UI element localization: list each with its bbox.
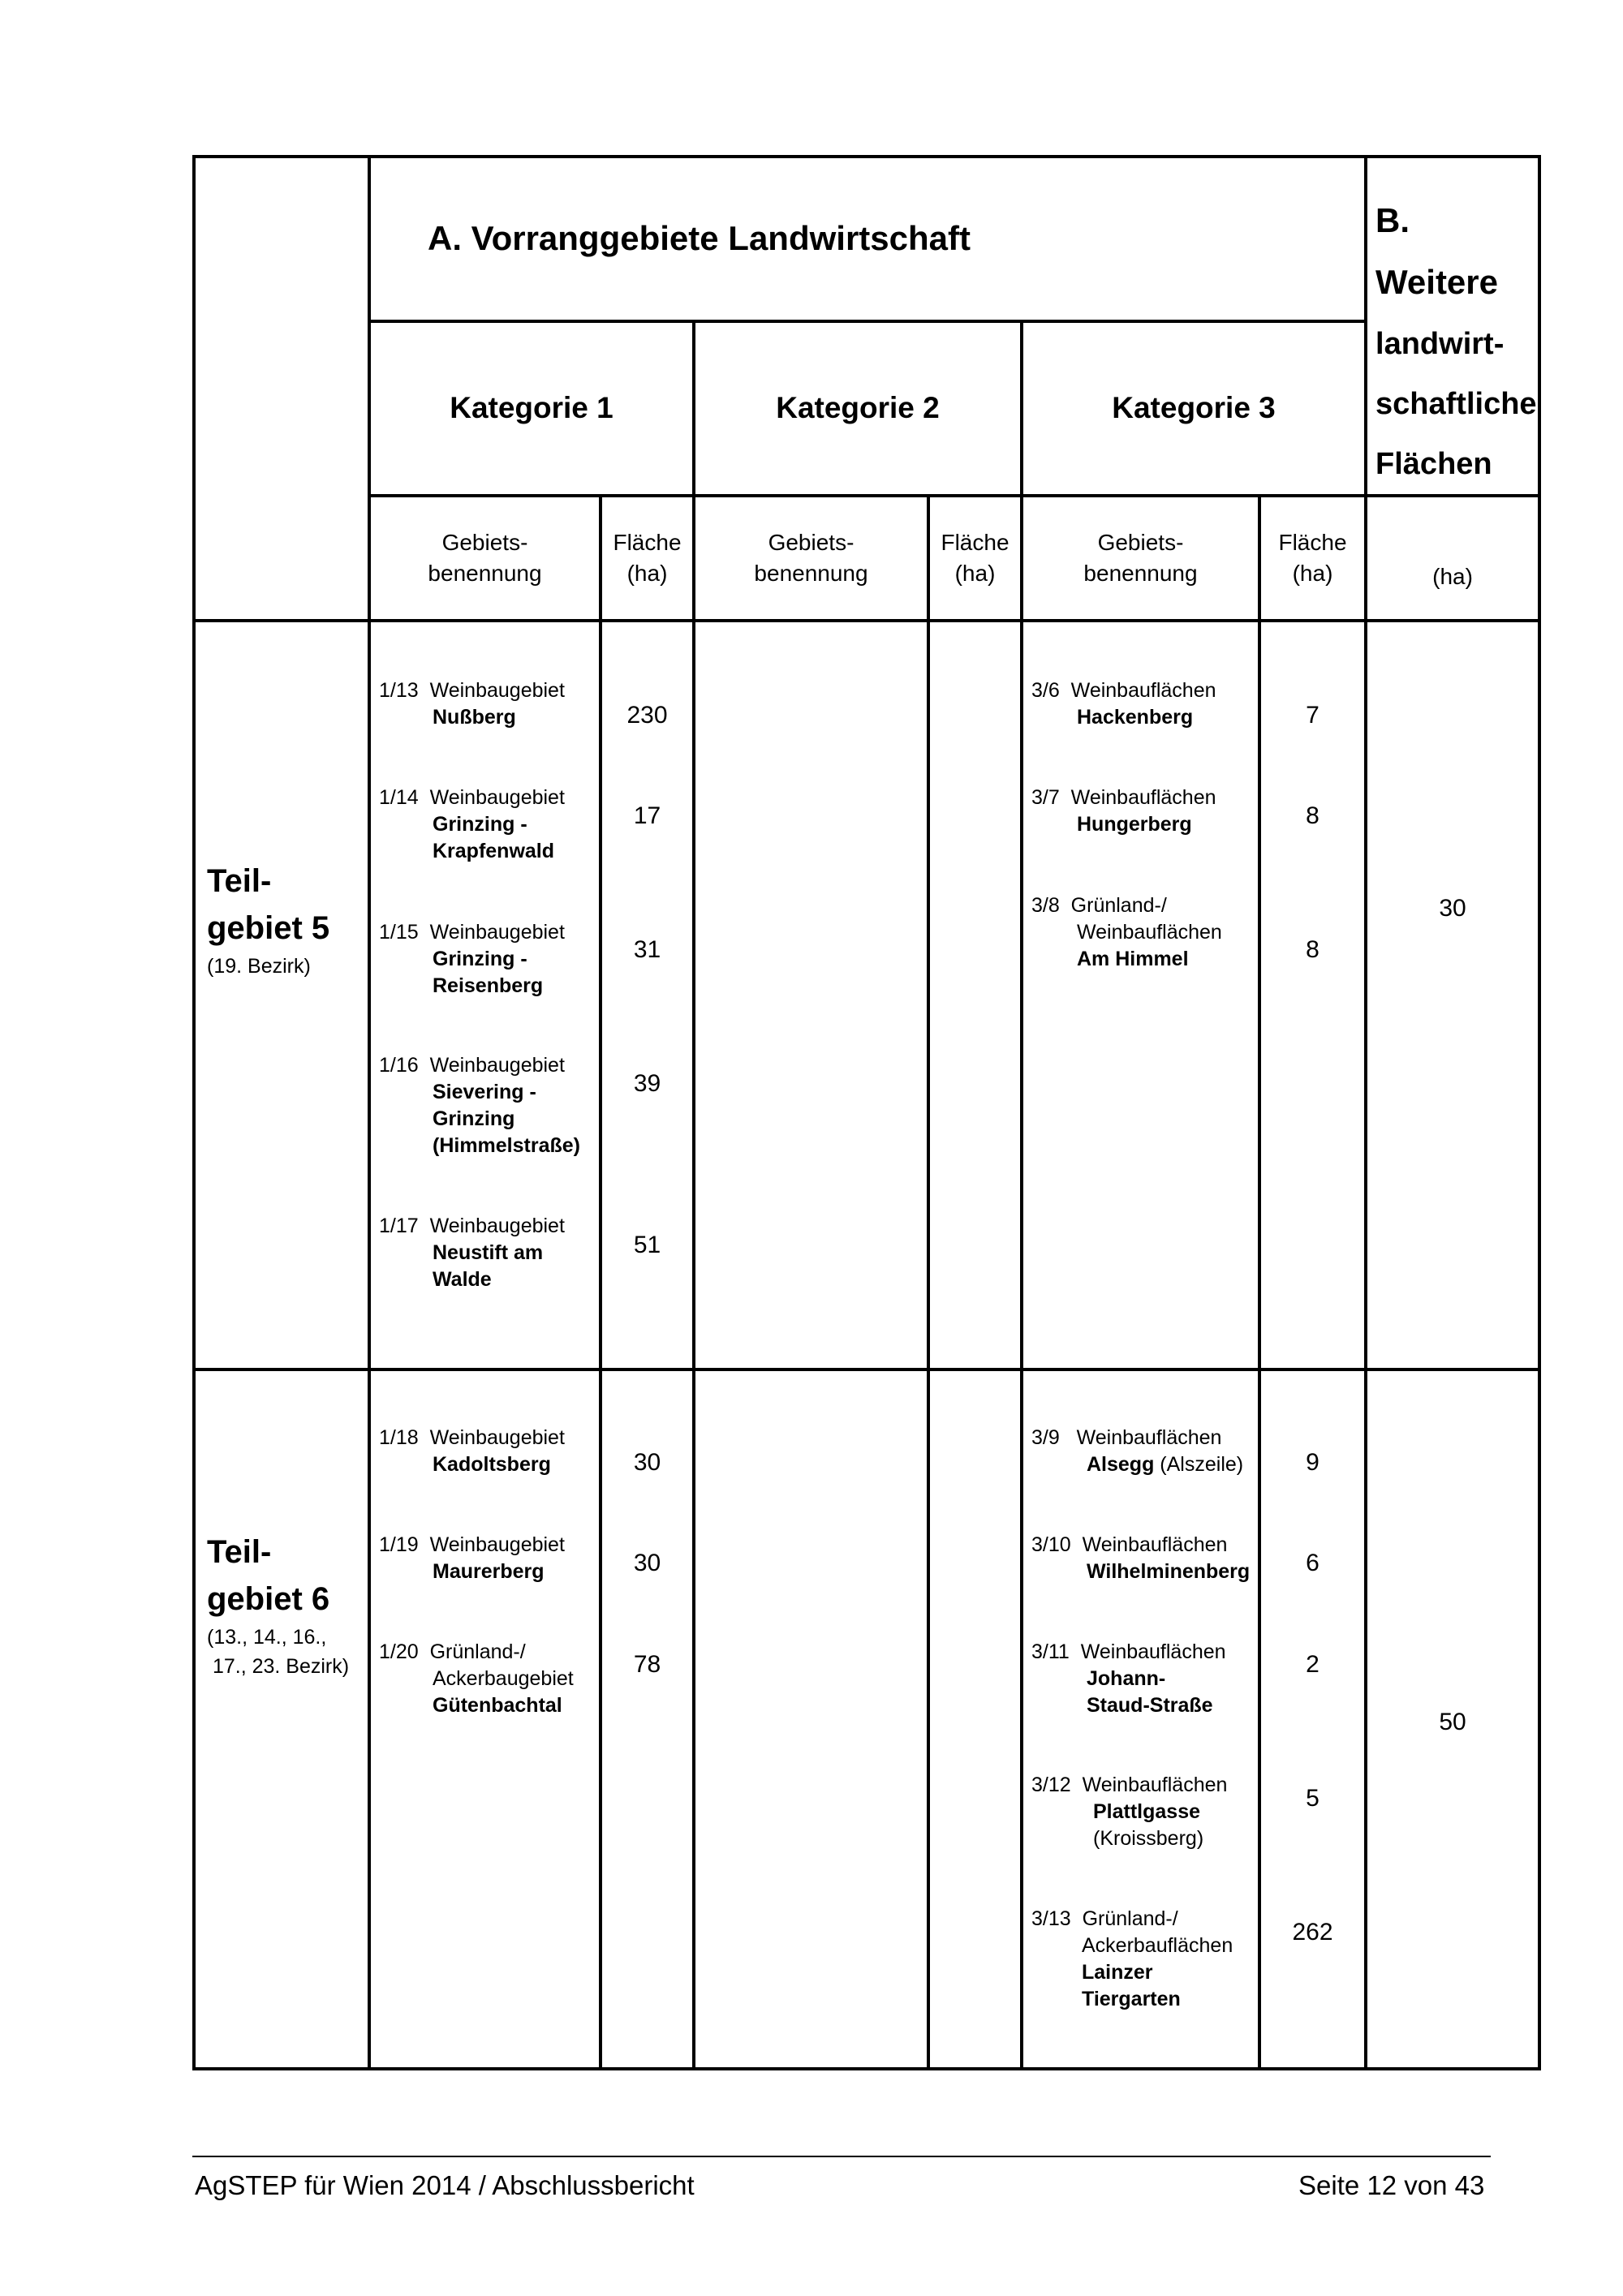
- col-header-gebiet-k3: Gebiets- benennung: [1022, 496, 1259, 621]
- area-value: 9: [1306, 1449, 1319, 1476]
- section-a-title: A. Vorranggebiete Landwirtschaft: [369, 157, 1366, 321]
- col-header-flaeche-k3: Fläche (ha): [1259, 496, 1366, 621]
- teilgebiet-5-kat2-areas: [928, 621, 1022, 1369]
- area-value: 6: [1306, 1550, 1319, 1576]
- list-item: 1/19 Weinbaugebiet Maurerberg: [379, 1533, 565, 1583]
- area-value: 31: [633, 936, 661, 963]
- table-row: [194, 621, 1539, 1369]
- list-item: 3/8 Grünland-/ Weinbauflächen Am Himmel: [1031, 894, 1222, 970]
- area-value: 78: [633, 1651, 661, 1678]
- col-header-flaeche-k1: Fläche (ha): [601, 496, 694, 621]
- list-item: 3/11 Weinbauflächen Johann- Staud-Straße: [1031, 1640, 1226, 1717]
- area-value: 17: [633, 802, 661, 829]
- list-item: 3/9 Weinbauflächen Alsegg (Alszeile): [1031, 1426, 1244, 1476]
- list-item: 1/18 Weinbaugebiet Kadoltsberg: [379, 1426, 565, 1476]
- footer-divider: [192, 2156, 1491, 2157]
- teilgebiet-6-kat1-names: [369, 1369, 601, 2069]
- list-item: 3/13 Grünland-/ Ackerbauflächen Lainzer Tiergarten: [1031, 1907, 1233, 2010]
- kategorie-1-header: Kategorie 1: [369, 321, 694, 496]
- footer-title: AgSTEP für Wien 2014 / Abschlussbericht: [195, 2170, 695, 2200]
- list-item: 1/15 Weinbaugebiet Grinzing - Reisenberg: [379, 921, 565, 997]
- section-b-title: B. Weitere landwirt- schaftliche Flächen: [1366, 157, 1539, 496]
- teilgebiet-6-kat3-areas: [1259, 1369, 1366, 2069]
- list-item: 1/16 Weinbaugebiet Sievering - Grinzing (Himmelstraße): [379, 1054, 580, 1157]
- list-item: 3/7 Weinbauflächen Hungerberg: [1031, 786, 1216, 836]
- area-value: 7: [1306, 702, 1319, 729]
- teilgebiet-6-kat1-areas: [601, 1369, 694, 2069]
- teilgebiet-5-kat3-areas: [1259, 621, 1366, 1369]
- area-value: 51: [633, 1232, 661, 1258]
- teilgebiet-6-kat3-names: [1022, 1369, 1259, 2069]
- area-value: 50: [1439, 1709, 1466, 1735]
- teilgebiet-5-kat1-names: [369, 621, 601, 1369]
- teilgebiet-5-kat2-names: [694, 621, 928, 1369]
- kategorie-2-header: Kategorie 2: [694, 321, 1022, 496]
- area-value: 262: [1292, 1919, 1333, 1946]
- col-header-gebiet-k1: Gebiets- benennung: [369, 496, 601, 621]
- area-value: 5: [1306, 1785, 1319, 1812]
- area-value: 30: [1439, 895, 1466, 922]
- list-item: 1/13 Weinbaugebiet Nußberg: [379, 679, 565, 729]
- area-value: 30: [633, 1449, 661, 1476]
- list-item: 3/12 Weinbauflächen Plattlgasse (Kroissberg): [1031, 1774, 1228, 1850]
- col-header-flaeche-k2: Fläche (ha): [928, 496, 1022, 621]
- col-header-gebiet-k2: Gebiets- benennung: [694, 496, 928, 621]
- kategorie-3-header: Kategorie 3: [1022, 321, 1366, 496]
- list-item: 1/14 Weinbaugebiet Grinzing - Krapfenwald: [379, 786, 565, 862]
- area-value: 39: [633, 1070, 661, 1097]
- teilgebiet-6-kat2-areas: [928, 1369, 1022, 2069]
- area-value: 2: [1306, 1651, 1319, 1678]
- list-item: 1/20 Grünland-/ Ackerbaugebiet Gütenbachtal: [379, 1640, 574, 1717]
- list-item: 3/10 Weinbauflächen Wilhelminenberg: [1031, 1533, 1251, 1583]
- col-header-b-ha: (ha): [1366, 496, 1539, 621]
- teilgebiet-5-kat1-areas: [601, 621, 694, 1369]
- teilgebiet-5-label: Teil- gebiet 5 (19. Bezirk): [194, 621, 369, 1369]
- list-item: 1/17 Weinbaugebiet Neustift am Walde: [379, 1215, 565, 1291]
- list-item: 3/6 Weinbauflächen Hackenberg: [1031, 679, 1216, 729]
- teilgebiet-5-kat3-names: [1022, 621, 1259, 1369]
- area-table: [192, 155, 1541, 2070]
- area-value: 230: [626, 702, 668, 729]
- area-value: 8: [1306, 802, 1319, 829]
- area-value: 30: [633, 1550, 661, 1576]
- teilgebiet-6-b-area: [1366, 1369, 1539, 2069]
- page-number: Seite 12 von 43: [1298, 2170, 1485, 2200]
- table-row: [194, 1369, 1539, 2069]
- teilgebiet-5-b-area: [1366, 621, 1539, 1369]
- area-value: 8: [1306, 936, 1319, 963]
- corner-cell: [194, 157, 369, 621]
- teilgebiet-6-label: Teil- gebiet 6 (13., 14., 16., 17., 23. Bezirk): [194, 1369, 369, 2069]
- teilgebiet-6-kat2-names: [694, 1369, 928, 2069]
